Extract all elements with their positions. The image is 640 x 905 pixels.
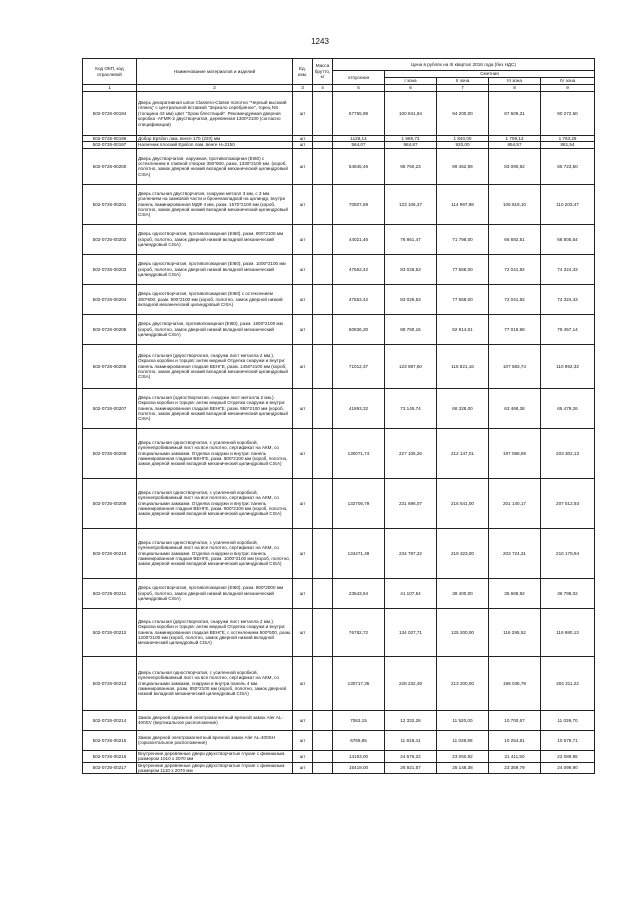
item-mass [313,730,333,750]
price-release: 47552,42 [333,284,385,314]
item-unit: шт [293,762,313,774]
table-row [83,608,595,656]
price-zone2: 11 039,98 [437,730,489,750]
price-zone4: 90 272,60 [541,92,595,136]
price-zone3: 83 090,92 [489,148,541,184]
item-unit: шт [293,184,313,224]
price-release: 76782,72 [333,608,385,656]
table-row [83,730,595,750]
item-code: 502-0726-00211 [83,578,137,608]
item-mass [313,184,333,224]
item-mass [313,388,333,428]
item-unit: шт [293,428,313,478]
item-name: Дверь стальная (одностворчатая, снаружи лист металла 2 мм.). Окраска коробки и торцов: антик медный Отделка снаружи и внутри: панель ламинированная гладкая ВЕНГЕ, разм. 950*2100 мм (короб, полотно, замок дверной низкий вкладной механический цилиндровый CISA) [137,388,293,428]
price-zone1: 234 787,22 [385,528,437,578]
item-code: 502-0726-00214 [83,710,137,730]
price-release: 57755,98 [333,92,385,136]
price-zone3: 63 468,38 [489,388,541,428]
table-row [83,92,595,136]
item-mass [313,656,333,710]
price-zone4: 881,54 [541,142,595,148]
item-mass [313,254,333,284]
price-zone1: 11 818,41 [385,730,437,750]
header-zone4: IV зона [541,78,595,85]
item-code: 502-0726-00205 [83,314,137,344]
price-zone3: 77 016,98 [489,314,541,344]
price-release: 132705,79 [333,478,385,528]
price-zone3: 10 700,67 [489,710,541,730]
item-name: Дверь одностворчатая, противопожарная (EI60) с остеклением 300*600, разм. 900*2100 мм (короб, полотно, замок дверной низкий вкладной механический цилиндровый CISA) [137,284,293,314]
item-name: Дверь одностворчатая, противопожарная (EI60), разм. 800*2000 мм (короб, полотно, замок дверной низкий вкладной механический цилиндровый CISA) [137,578,293,608]
price-release: 7063,15 [333,710,385,730]
price-zone3: 72 041,92 [489,254,541,284]
price-zone1: 228 232,49 [385,656,437,710]
price-zone1: 123 987,60 [385,344,437,388]
price-zone2: 77 558,00 [437,254,489,284]
item-code: 502-0726-00202 [83,224,137,254]
price-release: 41893,32 [333,388,385,428]
price-release: 50836,30 [333,314,385,344]
price-zone2: 68 328,00 [437,388,489,428]
item-code: 502-0726-00197 [83,142,137,148]
price-zone3: 35 668,92 [489,578,541,608]
price-zone2: 212 147,01 [437,428,489,478]
table-row [83,254,595,284]
price-zone4: 36 798,02 [541,578,595,608]
table-row [83,578,595,608]
item-unit: шт [293,478,313,528]
table-row [83,148,595,184]
item-name: Дверь стальная одностворчатая, с усиленной коробкой, пуленепробиваемый лист на все полотно, сертификат на АКМ, со специальными замками. Отделка снаружи и внутри: панель ламинированная гладкая ВЕНГЕ, разм. 800*2100 мм (короб, полотно, замок дверной низкий вкладной механический цилиндровый CISA) [137,428,293,478]
price-zone3: 203 724,31 [489,528,541,578]
item-unit: шт [293,656,313,710]
price-zone3: 107 583,74 [489,344,541,388]
price-zone4: 203 302,13 [541,428,595,478]
price-zone4: 119 980,13 [541,608,595,656]
page-number: 1243 [311,37,329,46]
price-release: 47552,42 [333,254,385,284]
header-code: Код ОКП, код отраслевой [83,59,137,85]
price-zone4: 24 099,90 [541,762,595,774]
price-zone2: 125 200,00 [437,608,489,656]
price-zone2: 920,00 [437,142,489,148]
price-zone2: 25 148,38 [437,762,489,774]
item-code: 502-0726-00204 [83,284,137,314]
column-number-row [83,85,595,92]
price-zone2: 23 050,92 [437,750,489,762]
price-zone2: 1 840,00 [437,136,489,142]
price-release: 54845,49 [333,148,385,184]
table-row [83,314,595,344]
price-zone1: 123 106,37 [385,184,437,224]
price-release: 14153,00 [333,750,385,762]
header-estimate: Сметная [385,71,595,78]
price-zone4: 79 457,14 [541,314,595,344]
price-zone3: 854,57 [489,142,541,148]
price-zone3: 23 359,79 [489,762,541,774]
price-zone2: 115 821,16 [437,344,489,388]
table-row [83,478,595,528]
item-code: 502-0726-00210 [83,528,137,578]
item-unit: шт [293,344,313,388]
item-name: Замок дверной сдвижной электромагнитный врезной замок Aler AL-400SV (вертикальное расположение) [137,710,293,730]
price-zone1: 134 027,71 [385,608,437,656]
item-mass [313,428,333,478]
item-unit: шт [293,750,313,762]
item-code: 502-0726-00208 [83,428,137,478]
price-zone3: 197 058,69 [489,428,541,478]
price-table [82,58,595,774]
item-unit: шт [293,284,313,314]
item-unit: шт [293,314,313,344]
price-zone1: 231 696,07 [385,478,437,528]
item-name: Дверь стальная (двухстворчатая, снаружи лист металла 2 мм.). Окраска коробки и торцов: антик медный Отделка снаружи и внутри: панель ламинированная гладкая ВЕНГЕ, с остеклением 500*500, разм. 1200*2100 мм (короб, полотно, замок дверной низкий вкладной механический цилиндровый CISA) [137,608,293,656]
price-zone1: 83 026,53 [385,284,437,314]
price-zone4: 1 763,28 [541,136,595,142]
item-unit: шт [293,148,313,184]
item-mass [313,528,333,578]
price-zone2: 11 520,00 [437,710,489,730]
price-release: 564,07 [333,142,385,148]
item-name: Дверь двустворчатая, наружная, противопожарная (EI60) с остеклением в главной створке 350*600, разм. 1330*2100 мм. (короб, полотно, замок дверной низкий вкладной механический цилиндровый CISA) [137,148,293,184]
price-zone2: 82 914,01 [437,314,489,344]
price-release: 6768,85 [333,730,385,750]
item-mass [313,608,333,656]
item-unit: шт [293,608,313,656]
item-mass [313,710,333,730]
header-mass: Масса брутто, кг [313,59,333,85]
price-zone1: 26 921,57 [385,762,437,774]
price-zone2: 219 323,00 [437,528,489,578]
item-code: 502-0726-00209 [83,478,137,528]
item-mass [313,224,333,254]
item-unit: шт [293,710,313,730]
item-code: 502-0726-00194 [83,92,137,136]
item-unit: шт [293,388,313,428]
price-zone2: 213 200,00 [437,656,489,710]
item-unit: шт [293,136,313,142]
price-zone3: 106 819,10 [489,184,541,224]
price-zone1: 88 760,16 [385,314,437,344]
header-release: отпускная [333,71,385,85]
price-zone1: 12 332,26 [385,710,437,730]
item-unit: шт [293,730,313,750]
column-number: 7 [437,85,489,92]
item-code: 502-0726-00213 [83,656,137,710]
price-zone4: 65 479,26 [541,388,595,428]
item-mass [313,478,333,528]
item-name: Замок дверной электромагнитный врезной замок Aler AL-400SH (горизонтальное расположение) [137,730,293,750]
item-mass [313,92,333,136]
table-row [83,388,595,428]
item-code: 502-0726-00215 [83,730,137,750]
header-zone2: II зона [437,78,489,85]
column-number: 2 [137,85,293,92]
column-number: 1 [83,85,137,92]
column-number: 8 [489,85,541,92]
price-zone3: 66 692,51 [489,224,541,254]
price-zone4: 74 324,43 [541,254,595,284]
price-zone4: 22 089,86 [541,750,595,762]
price-zone1: 24 676,22 [385,750,437,762]
item-name: Наличник плоский Epsilon лам. венге H=2150 [137,142,293,148]
price-zone2: 38 400,00 [437,578,489,608]
price-zone2: 77 558,00 [437,284,489,314]
table-row [83,656,595,710]
price-zone1: 73 145,74 [385,388,437,428]
item-name: Дверь одностворчатая, противопожарная (EI60), разм. 1000*2100 мм (короб, полотно, замок дверной низкий вкладной механический цилиндровый CISA) [137,254,293,284]
column-number: 6 [385,85,437,92]
column-number: 4 [313,85,333,92]
item-name: Дверь стальная одностворчатая, с усиленной коробкой, пуленепробиваемый лист на все полотно, сертификат на АКМ, со специальными замками, снаружи и внутри панель 4 мм. ламинированная, разм. 850*2100 мм (короб, полотно, замок дверной низкий вкладной механический цилиндровый CISA) [137,656,293,710]
item-mass [313,284,333,314]
price-release: 1128,14 [333,136,385,142]
item-code: 502-0726-00212 [83,608,137,656]
column-number: 9 [541,85,595,92]
price-zone3: 201 140,17 [489,478,541,528]
price-zone3: 10 254,81 [489,730,541,750]
price-zone2: 89 452,99 [437,148,489,184]
table-row [83,528,595,578]
table-row [83,762,595,774]
item-mass [313,750,333,762]
price-release: 44021,46 [333,224,385,254]
price-zone2: 71 798,00 [437,224,489,254]
item-unit: шт [293,578,313,608]
price-zone4: 110 203,47 [541,184,595,224]
price-zone1: 1 969,73 [385,136,437,142]
header-zone1: I зона [385,78,437,85]
table-row [83,284,595,314]
item-name: Внутренние деревянные двери двухстворчатые глухие с финишным размером 1010 х 2070 мм [137,750,293,762]
price-zone1: 95 760,23 [385,148,437,184]
price-release: 15419,00 [333,762,385,774]
item-code: 502-0726-00216 [83,750,137,762]
column-number: 3 [293,85,313,92]
price-zone4: 110 992,33 [541,344,595,388]
item-name: Дверь стальная двустворчатая, снаружи металл 3 мм, с 3 мм. усилением на замковой части и броненакладкой на цилиндр, внутри панель ламинированная МДФ 4 мм, разм. 1570*2100 мм (короб, полотно, замок дверной низкий вкладной механический цилиндровый CISA) [137,184,293,224]
price-zone3: 87 509,31 [489,92,541,136]
price-release: 134471,49 [333,528,385,578]
item-unit: шт [293,254,313,284]
item-name: Дверь стальная одностворчатая, с усиленной коробкой, пуленепробиваемый лист на все полотно, сертификат на АКМ, со специальными замками. Отделка снаружи и внутри: панель ламинированная гладкая ВЕНГЕ, разм. 900*2100 мм (короб, полотно, замок дверной низкий вкладной механический цилиндровый CISA) [137,478,293,528]
item-name: Дверь стальная (двухстворчатая, снаружи лист металла 2 мм.). Окраска коробки и торцов: антик медный Отделка снаружи и внутри: панель ламинированная гладкая ВЕНГЕ, разм. 1450*2100 мм (короб, полотно, замок дверной низкий вкладной механический цилиндровый CISA) [137,344,293,388]
price-zone4: 204 311,22 [541,656,595,710]
price-zone1: 83 026,53 [385,254,437,284]
price-zone1: 41 107,54 [385,578,437,608]
item-mass [313,148,333,184]
price-zone2: 114 997,98 [437,184,489,224]
price-release: 130071,74 [333,428,385,478]
item-code: 502-0726-00207 [83,388,137,428]
table-row [83,184,595,224]
price-zone3: 116 295,52 [489,608,541,656]
column-number: 5 [333,85,385,92]
price-zone1: 100 841,94 [385,92,437,136]
price-zone3: 21 411,50 [489,750,541,762]
price-zone4: 207 512,93 [541,478,595,528]
item-name: Внутренние деревянные двери двухстворчатые глухие с финишным размером 1110 х 2070 мм [137,762,293,774]
price-zone1: 984,87 [385,142,437,148]
price-release: 130717,35 [333,656,385,710]
price-zone4: 210 178,94 [541,528,595,578]
price-zone4: 85 723,50 [541,148,595,184]
item-unit: шт [293,528,313,578]
item-mass [313,344,333,388]
price-zone4: 10 579,71 [541,730,595,750]
header-name: Наименование материалов и изделий [137,59,293,85]
price-zone1: 227 105,26 [385,428,437,478]
price-zone4: 74 324,43 [541,284,595,314]
price-zone4: 11 039,70 [541,710,595,730]
item-name: Дверь двустворчатая, противопожарная (EI60), разм. 1800*2100 мм (короб, полотно, замок дверной низкий вкладной механический цилиндровый CISA) [137,314,293,344]
price-zone1: 76 861,47 [385,224,437,254]
item-code: 502-0726-00200 [83,148,137,184]
price-zone3: 198 036,79 [489,656,541,710]
item-unit: шт [293,92,313,136]
item-mass [313,578,333,608]
item-name: Дверь одностворчатая, противопожарная (EI60), разм. 900*2100 мм (короб, полотно, замок дверной низкий вкладной механический цилиндровый CISA) [137,224,293,254]
header-unit: Ед. изм. [293,59,313,85]
item-unit: шт [293,224,313,254]
price-release: 70507,69 [333,184,385,224]
price-release: 23543,64 [333,578,385,608]
header-zone3: III зона [489,78,541,85]
item-unit: шт [293,142,313,148]
price-zone2: 216 541,00 [437,478,489,528]
item-name: Добор Epsilon лам. венге 170 (220) мм [137,136,293,142]
price-zone4: 68 805,54 [541,224,595,254]
item-name: Дверь стальная одностворчатая, с усиленной коробкой, пуленепробиваемый лист на все полотно, сертификат на АКМ, со специальными замками. Отделка снаружи и внутри: панель ламинированная гладкая ВЕНГЕ, разм. 1000*2100 мм (короб, полотно, замок дверной низкий вкладной механический цилиндровый CISA) [137,528,293,578]
item-name: Дверь декоративная шпон Classero-Classe полотно "Черный высокий глянец" с центральной вставкой "Зеркало серебряное", торец NS (толщина 43 мм) цвет "Хром блестящий". Рекомендуемая дверная коробка -AFMR-2 двустворчатая, деревянная 1300*2100 (согласно спецификации) [137,92,293,136]
price-zone3: 72 041,92 [489,284,541,314]
table-row [83,224,595,254]
price-zone3: 1 709,13 [489,136,541,142]
item-code: 502-0726-00217 [83,762,137,774]
table-row [83,428,595,478]
header-price-group: Цена в рублях на III квартал 2016 года (без НДС) [333,59,595,71]
table-row [83,344,595,388]
item-mass [313,762,333,774]
item-code: 502-0726-00196 [83,136,137,142]
table-row [83,710,595,730]
item-code: 502-0726-00206 [83,344,137,388]
price-zone2: 94 200,00 [437,92,489,136]
table-row [83,750,595,762]
item-mass [313,314,333,344]
price-release: 71012,37 [333,344,385,388]
item-code: 502-0726-00203 [83,254,137,284]
item-code: 502-0726-00201 [83,184,137,224]
